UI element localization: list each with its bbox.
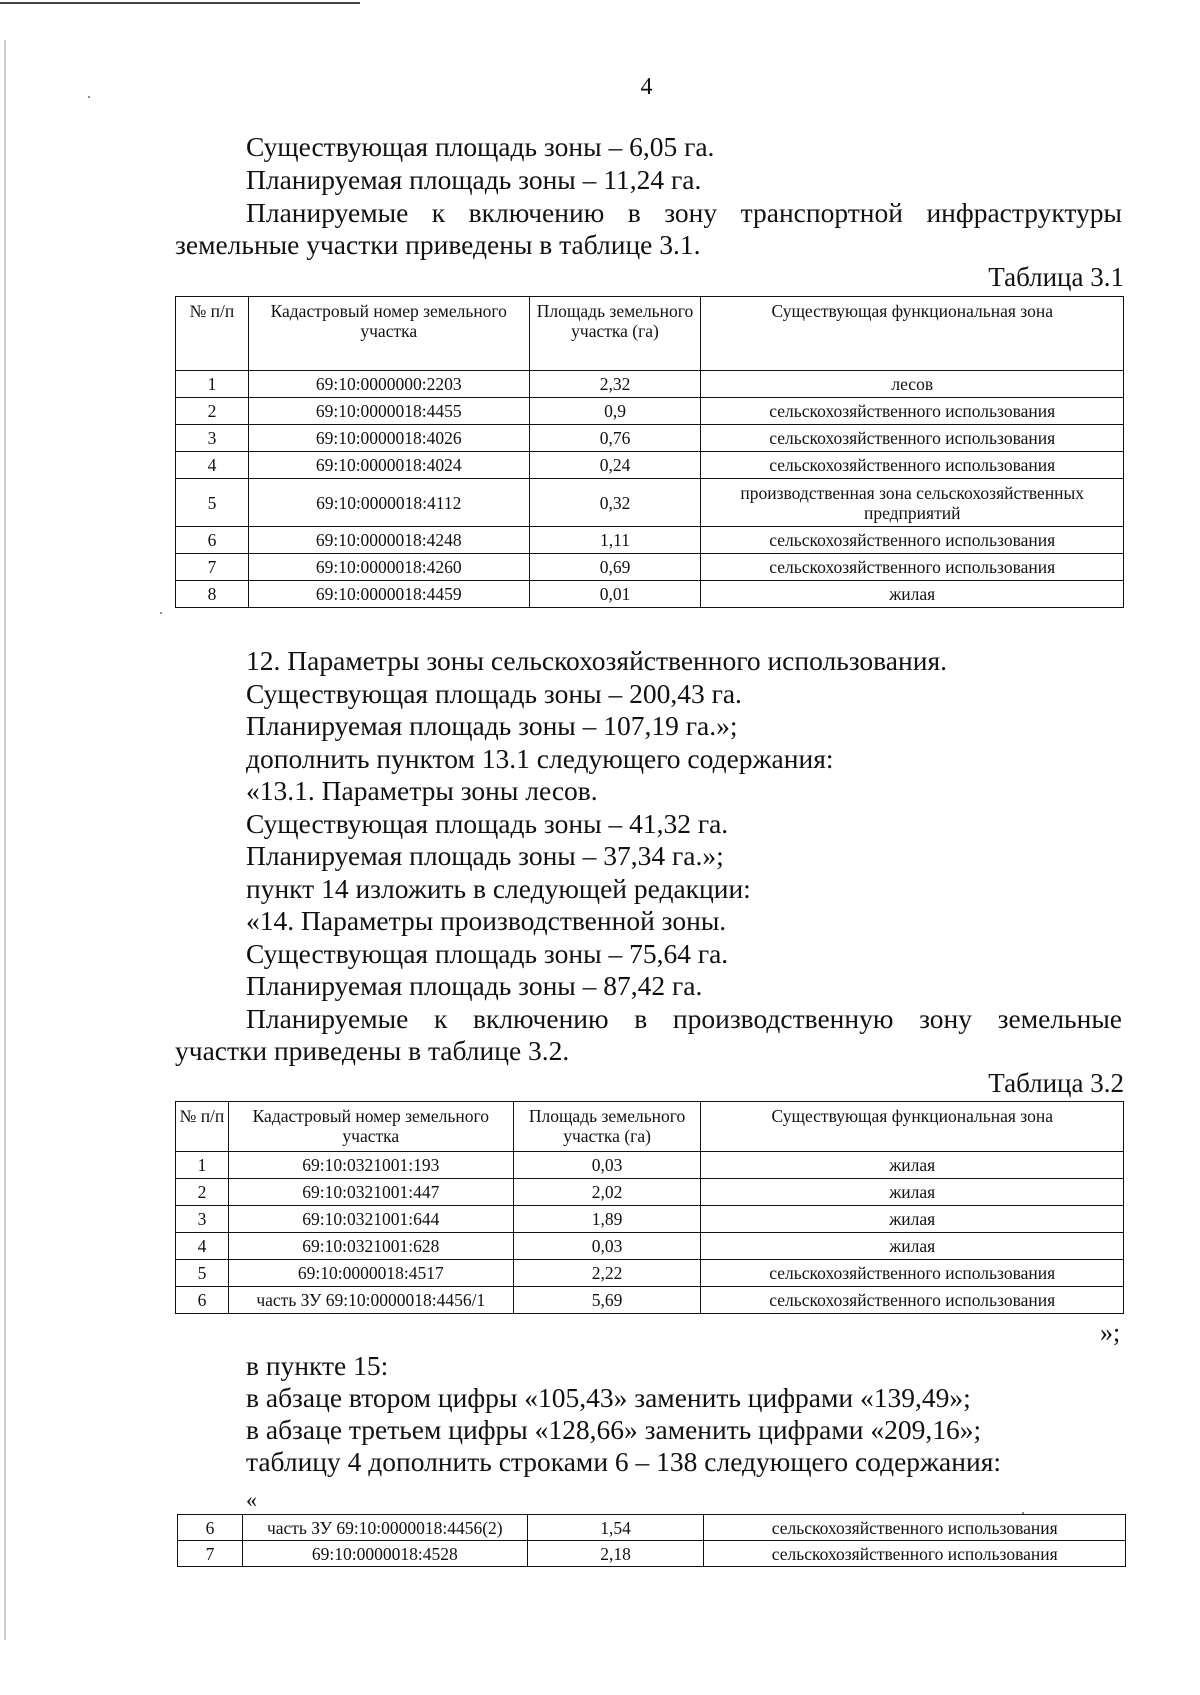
intro-line-4: земельные участки приведены в таблице 3.1. (175, 229, 701, 260)
table-row (176, 1206, 1124, 1233)
intro-line-2: Планируемая площадь зоны – 11,24 га. (246, 164, 702, 195)
cell-area: 0,24 (529, 452, 701, 479)
header-zone: Существующая функциональная зона (701, 297, 1124, 371)
cell-cadastral: 69:10:0000018:4112 (248, 479, 529, 527)
table-header-row (176, 1102, 1124, 1152)
cell-zone: сельскохозяйственного использования (701, 452, 1124, 479)
cell-zone: лесов (701, 371, 1124, 398)
cell-zone: сельскохозяйственного использования (701, 554, 1124, 581)
cell-num: 6 (176, 527, 249, 554)
cell-num: 2 (176, 1179, 229, 1206)
cell-area: 2,02 (513, 1179, 701, 1206)
cell-zone: жилая (701, 1179, 1124, 1206)
table-row (176, 1260, 1124, 1287)
cell-num: 3 (176, 1206, 229, 1233)
cell-cadastral: 69:10:0000018:4260 (248, 554, 529, 581)
cell-num: 5 (176, 1260, 229, 1287)
cell-area: 0,32 (529, 479, 701, 527)
cell-num: 7 (176, 554, 249, 581)
middle-line-7: Планируемая площадь зоны – 37,34 га.»; (246, 840, 724, 871)
cell-num: 6 (178, 1515, 243, 1541)
cell-cadastral: 69:10:0000018:4026 (248, 425, 529, 452)
cell-zone: сельскохозяйственного использования (701, 1287, 1124, 1314)
cell-cadastral: 69:10:0000018:4528 (242, 1541, 527, 1567)
cell-area: 1,11 (529, 527, 701, 554)
cell-num: 6 (176, 1287, 229, 1314)
cell-area: 0,03 (513, 1152, 701, 1179)
cell-zone: сельскохозяйственного использования (701, 527, 1124, 554)
cell-cadastral: 69:10:0000018:4517 (228, 1260, 513, 1287)
table-row (176, 527, 1124, 554)
intro-line-3: Планируемые к включению в зону транспортной инфраструктуры (246, 197, 1122, 228)
cell-area: 0,01 (529, 581, 701, 608)
middle-line-12: Планируемые к включению в производственную зону земельные (246, 1003, 1122, 1034)
table-row (178, 1515, 1126, 1541)
cell-zone: жилая (701, 1233, 1124, 1260)
table-4-continuation (177, 1514, 1126, 1567)
cell-zone: сельскохозяйственного использования (704, 1515, 1126, 1541)
cell-num: 7 (178, 1541, 243, 1567)
middle-line-1: 12. Параметры зоны сельскохозяйственного использования. (246, 645, 947, 676)
header-cadastral: Кадастровый номер земельного участка (228, 1102, 513, 1152)
middle-line-9: «14. Параметры производственной зоны. (246, 905, 727, 936)
cell-num: 4 (176, 1233, 229, 1260)
cell-area: 0,69 (529, 554, 701, 581)
table-3-1 (175, 296, 1124, 608)
cell-area: 1,54 (527, 1515, 704, 1541)
table-row (176, 554, 1124, 581)
cell-zone: производственная зона сельскохозяйственных предприятий (701, 479, 1124, 527)
cell-cadastral: 69:10:0321001:644 (228, 1206, 513, 1233)
cell-num: 8 (176, 581, 249, 608)
middle-line-13: участки приведены в таблице 3.2. (175, 1035, 570, 1066)
cell-num: 2 (176, 398, 249, 425)
cell-area: 0,03 (513, 1233, 701, 1260)
cell-num: 3 (176, 425, 249, 452)
cell-cadastral: 69:10:0000018:4024 (248, 452, 529, 479)
table-3-2-caption: Таблица 3.2 (988, 1068, 1124, 1098)
header-cadastral: Кадастровый номер земельного участка (248, 297, 529, 371)
middle-line-2: Существующая площадь зоны – 200,43 га. (246, 678, 742, 709)
cell-cadastral: часть ЗУ 69:10:0000018:4456(2) (242, 1515, 527, 1541)
table-row (176, 398, 1124, 425)
closing-quote: »; (1100, 1318, 1121, 1347)
table-3-1-caption: Таблица 3.1 (988, 262, 1124, 292)
header-num: № п/п (176, 297, 249, 371)
scan-artifact-line (0, 2, 360, 4)
cell-cadastral: 69:10:0000018:4455 (248, 398, 529, 425)
bottom-line-4: таблицу 4 дополнить строками 6 – 138 следующего содержания: (246, 1446, 1001, 1477)
bottom-line-1: в пункте 15: (246, 1350, 389, 1381)
table-row (176, 1287, 1124, 1314)
middle-line-3: Планируемая площадь зоны – 107,19 га.»; (246, 710, 738, 741)
cell-area: 2,18 (527, 1541, 704, 1567)
cell-area: 2,22 (513, 1260, 701, 1287)
cell-cadastral: 69:10:0321001:628 (228, 1233, 513, 1260)
cell-cadastral: 69:10:0000018:4459 (248, 581, 529, 608)
header-area: Площадь земельного участка (га) (513, 1102, 701, 1152)
cell-cadastral: 69:10:0321001:193 (228, 1152, 513, 1179)
table-row (176, 452, 1124, 479)
cell-area: 0,76 (529, 425, 701, 452)
cell-area: 1,89 (513, 1206, 701, 1233)
cell-area: 0,9 (529, 398, 701, 425)
cell-cadastral: 69:10:0000018:4248 (248, 527, 529, 554)
cell-num: 1 (176, 371, 249, 398)
bottom-open-quote: « (246, 1487, 257, 1512)
table-row (176, 1233, 1124, 1260)
table-row (176, 1179, 1124, 1206)
bottom-line-2: в абзаце втором цифры «105,43» заменить цифрами «139,49»; (246, 1382, 971, 1413)
middle-line-6: Существующая площадь зоны – 41,32 га. (246, 808, 729, 839)
header-zone: Существующая функциональная зона (701, 1102, 1124, 1152)
cell-num: 4 (176, 452, 249, 479)
intro-line-1: Существующая площадь зоны – 6,05 га. (246, 131, 715, 162)
cell-zone: сельскохозяйственного использования (701, 398, 1124, 425)
table-row (176, 425, 1124, 452)
middle-line-5: «13.1. Параметры зоны лесов. (246, 775, 598, 806)
cell-zone: жилая (701, 1152, 1124, 1179)
cell-num: 5 (176, 479, 249, 527)
cell-zone: сельскохозяйственного использования (704, 1541, 1126, 1567)
cell-cadastral: 69:10:0321001:447 (228, 1179, 513, 1206)
cell-cadastral: часть ЗУ 69:10:0000018:4456/1 (228, 1287, 513, 1314)
cell-zone: сельскохозяйственного использования (701, 1260, 1124, 1287)
table-header-row (176, 297, 1124, 371)
cell-num: 1 (176, 1152, 229, 1179)
cell-zone: жилая (701, 581, 1124, 608)
cell-zone: жилая (701, 1206, 1124, 1233)
middle-line-10: Существующая площадь зоны – 75,64 га. (246, 938, 729, 969)
scan-speck (160, 612, 162, 614)
scan-artifact-edge (4, 40, 6, 1640)
page-number: 4 (640, 74, 653, 100)
middle-line-4: дополнить пунктом 13.1 следующего содержания: (246, 743, 834, 774)
table-row (176, 581, 1124, 608)
table-row (178, 1541, 1126, 1567)
cell-cadastral: 69:10:0000000:2203 (248, 371, 529, 398)
table-3-2 (175, 1101, 1124, 1314)
middle-line-8: пункт 14 изложить в следующей редакции: (246, 873, 751, 904)
cell-area: 2,32 (529, 371, 701, 398)
table-row (176, 479, 1124, 527)
bottom-line-3: в абзаце третьем цифры «128,66» заменить цифрами «209,16»; (246, 1414, 982, 1445)
cell-area: 5,69 (513, 1287, 701, 1314)
cell-zone: сельскохозяйственного использования (701, 425, 1124, 452)
header-area: Площадь земельного участка (га) (529, 297, 701, 371)
table-row (176, 1152, 1124, 1179)
middle-line-11: Планируемая площадь зоны – 87,42 га. (246, 970, 703, 1001)
table-row (176, 371, 1124, 398)
header-num: № п/п (176, 1102, 229, 1152)
